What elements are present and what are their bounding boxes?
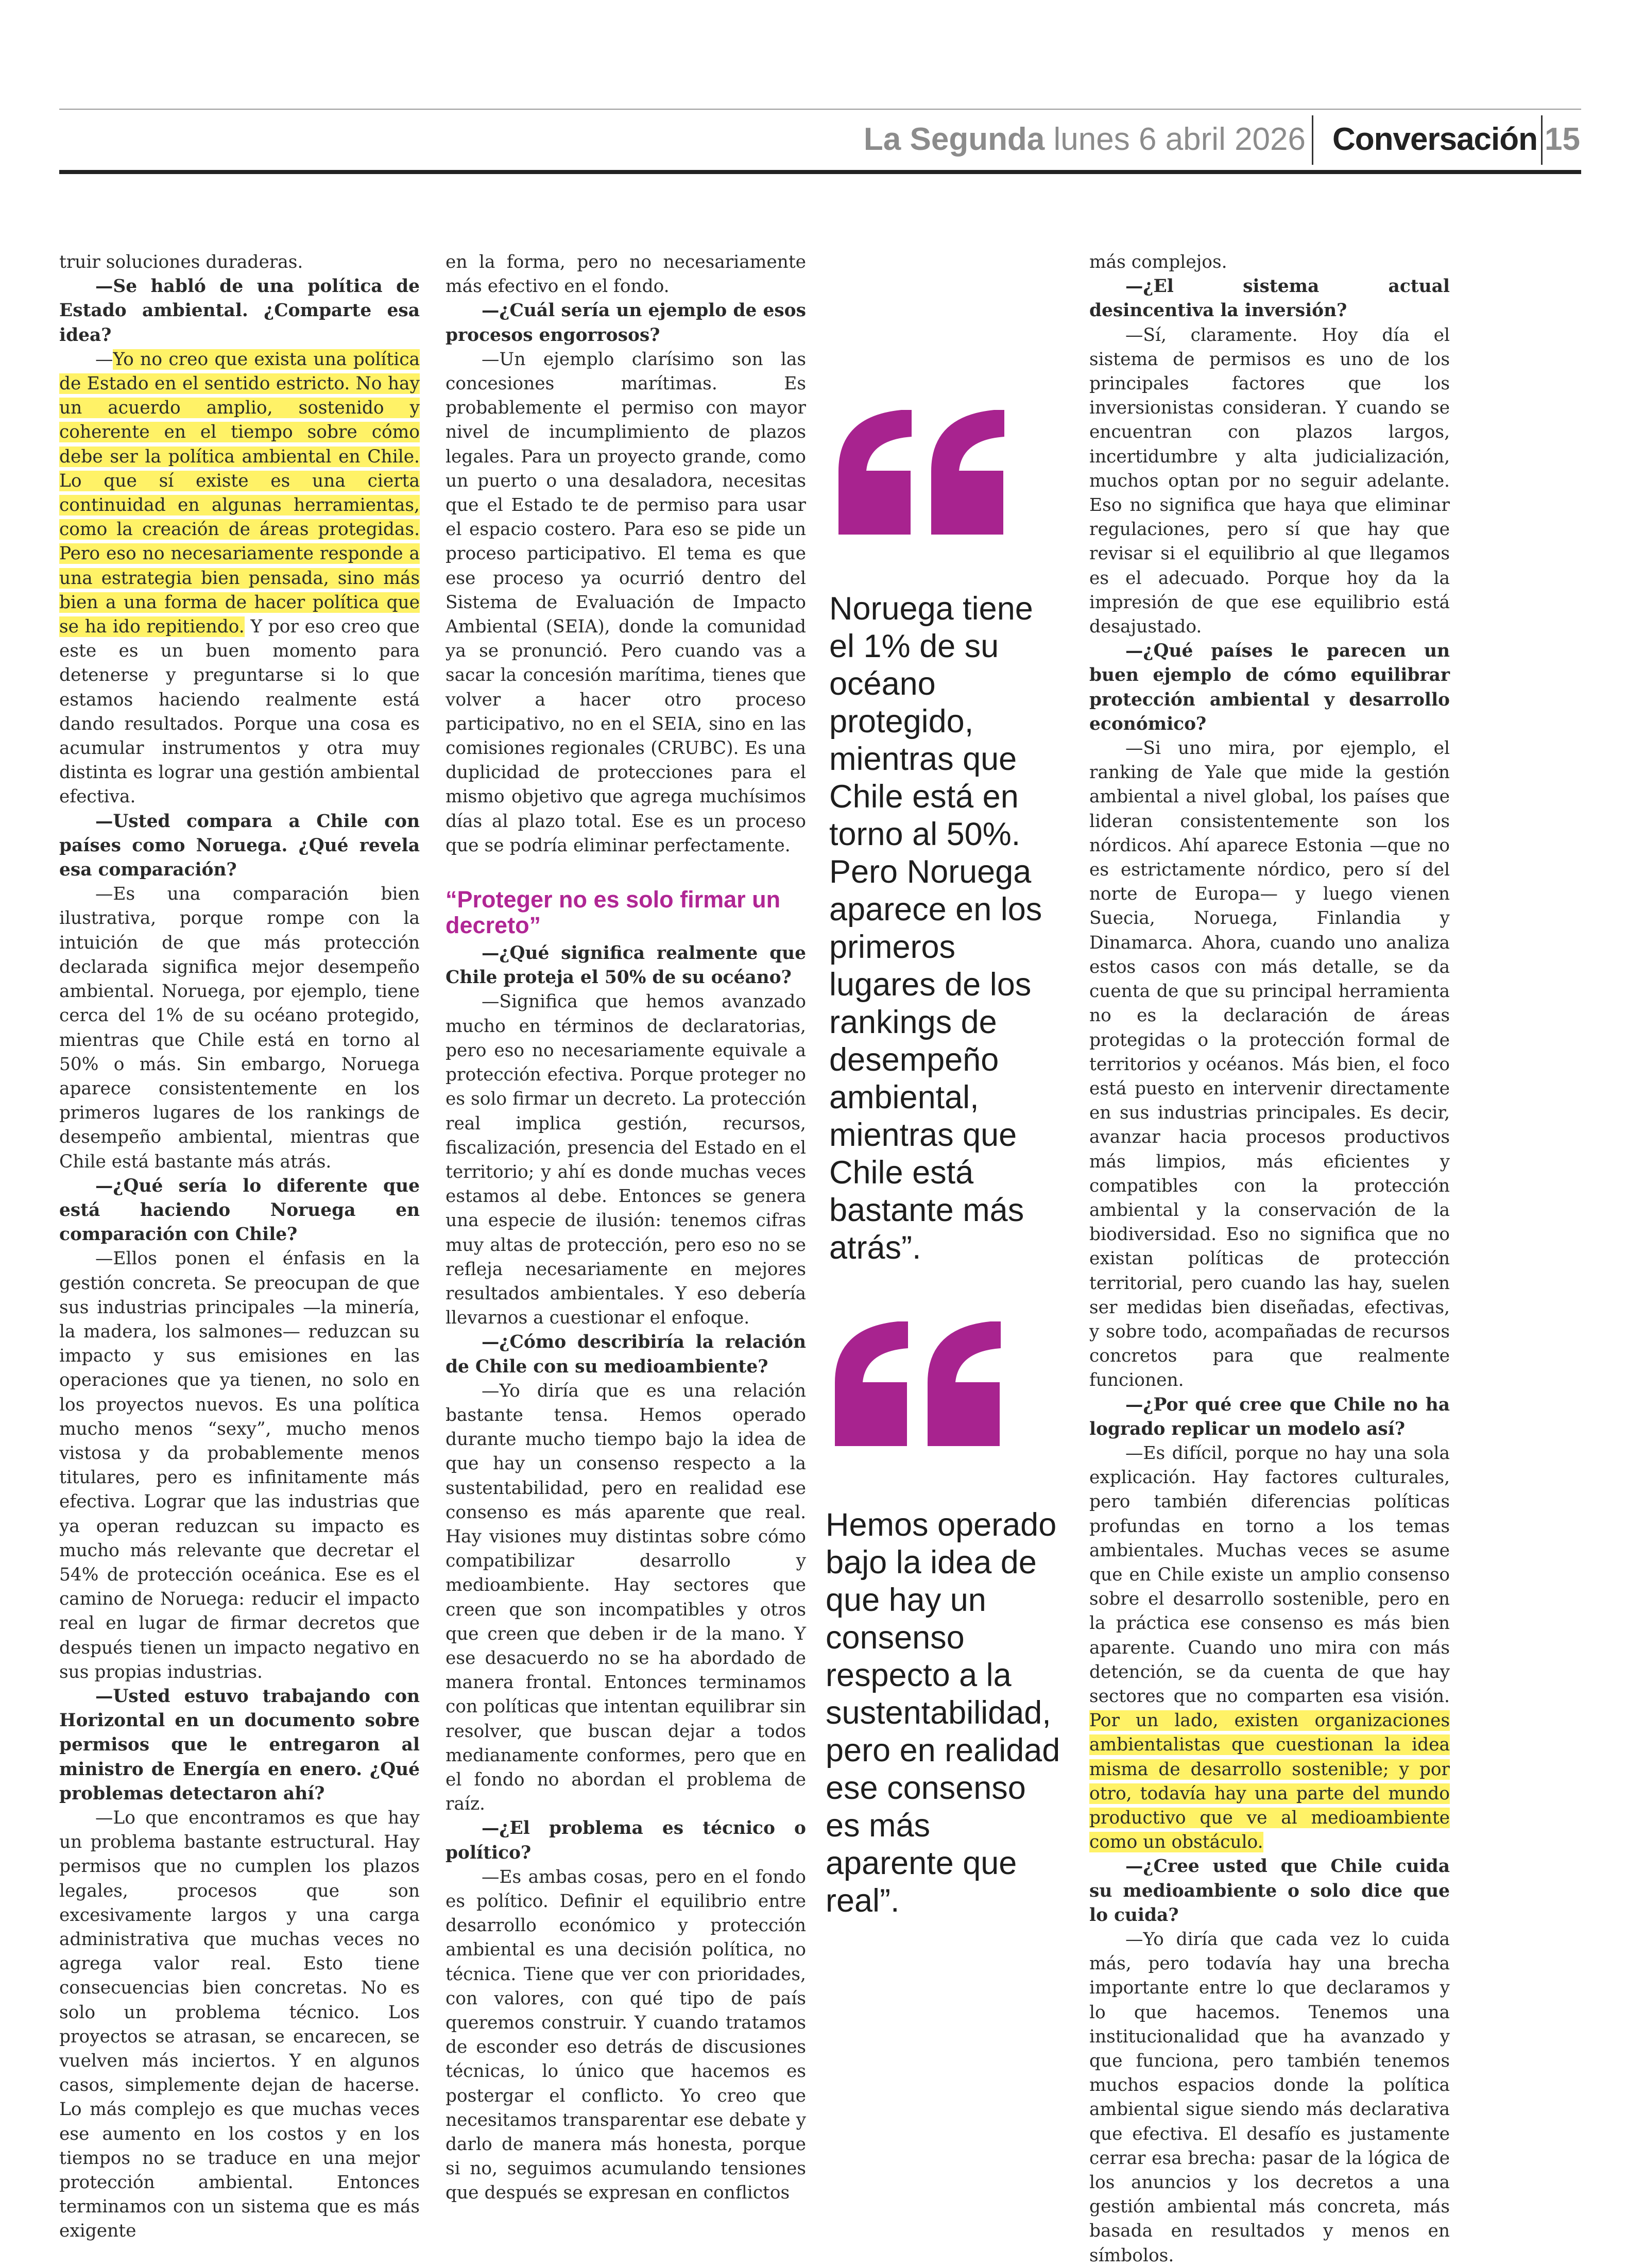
masthead-brand-date <box>864 116 1306 163</box>
newspaper-name: La Segunda <box>863 122 1045 157</box>
interview-question: —¿Cree usted que Chile cuida su medioambiente o solo dice que lo cuida? <box>1089 1856 1450 1926</box>
interview-question: —¿Qué sería lo diferente que está haciendo Noruega en comparación con Chile? <box>59 1175 420 1245</box>
article-column-1 <box>59 250 420 2244</box>
interview-answer: —Lo que encontramos es que hay un problema bastante estructural. Hay permisos que no cumplen los plazos legales, procesos que son excesivamente largos y una carga administrativa que muchas veces no agrega valor real. Esto tiene consecuencias bien concretas. No es solo un problema técnico. Los proyectos se atrasan, se encarecen, se vuelven más inciertos. Y en algunos casos, simplemente dejan de hacerse. Lo más complejo es que muchas veces ese aumento en los costos y en los tiempos no se traduce en una mejor protección ambiental. Entonces terminamos con un sistema que es más exigente <box>59 1808 420 2242</box>
quote-mark-glyph <box>835 1321 908 1446</box>
interview-question: —Usted compara a Chile con países como Noruega. ¿Qué revela esa comparación? <box>59 811 420 881</box>
issue-date: lunes 6 abril 2026 <box>1053 122 1306 157</box>
pull-quote-2 <box>826 1318 1063 1919</box>
continued-text: en la forma, pero no necesariamente más efectivo en el fondo. <box>446 252 806 297</box>
interview-question: —¿Cómo describiría la relación de Chile con su medioambiente? <box>446 1332 806 1377</box>
interview-answer <box>1089 1441 1450 1854</box>
header-rule <box>59 170 1581 174</box>
interview-question: —¿Cuál sería un ejemplo de esos procesos engorrosos? <box>446 300 806 346</box>
masthead-divider <box>1312 115 1313 165</box>
continued-text: más complejos. <box>1089 252 1227 272</box>
interview-answer: —Significa que hemos avanzado mucho en términos de declaratorias, pero eso no necesariamente equivale a protección efectiva. Porque proteger no es solo firmar un decreto. La protección real implica gestión, recursos, fiscalización, presencia del Estado en el territorio; y ahí es donde muchas veces estamos al debe. Entonces se genera una especie de ilusión: tenemos cifras muy altas de protección, pero eso no se refleja necesariamente en mejores resultados ambientales. Y eso debería llevarnos a cuestionar el enfoque. <box>446 991 806 1329</box>
interview-question: —¿Por qué cree que Chile no ha logrado replicar un modelo así? <box>1089 1394 1450 1439</box>
interview-question: —¿El problema es técnico o político? <box>446 1818 806 1863</box>
continued-text: truir soluciones duraderas. <box>59 252 303 272</box>
answer-text: —Es difícil, porque no hay una sola explicación. Hay factores culturales, pero también diferencias políticas profundas en torno a los temas ambientales. Muchas veces se asume que en Chile existe un amplio consenso sobre el desarrollo sostenible, pero en la práctica ese consenso es más bien aparente. Cuando uno mira con más detención, se da cuenta de que hay sectores que no comparten esa visión. <box>1089 1442 1450 1707</box>
highlighted-text: Yo no creo que exista una política de Estado en el sentido estricto. No hay un acuerdo amplio, sostenido y coherente en el tiempo sobre cómo debe ser la política ambiental en Chile. Lo que sí existe es una cierta continuidad en algunas herramientas, como la creación de áreas protegidas. Pero eso no necesariamente responde a una estrategia bien pensada, sino más bien a una forma de hacer política que se ha ido repitiendo. <box>59 349 420 638</box>
quote-mark-glyph <box>931 410 1004 535</box>
section-name: Conversación <box>1332 122 1537 157</box>
interview-answer: —Sí, claramente. Hoy día el sistema de permisos es uno de los principales factores que los inversionistas consideran. Y cuando se encuentran con plazos largos, incertidumbre y alta judicialización, muchos optan por no seguir adelante. Eso no significa que haya que eliminar regulaciones, pero sí que hay que revisar si el equilibrio al que llegamos es el adecuado. Porque hoy da la impresión de que ese equilibrio está desajustado. <box>1089 324 1450 638</box>
answer-text: — <box>95 349 113 370</box>
pull-quote-text: Noruega tiene el 1% de su océano protegido, mientras que Chile está en torno al 50%. Pero Noruega aparece en los primeros lugares de los rankings de desempeño ambiental, mientras que Chile está bastante más atrás”. <box>829 591 1042 1266</box>
interview-answer: —Un ejemplo clarísimo son las concesiones marítimas. Es probablemente el permiso con mayor nivel de incumplimiento de plazos legales. Para un proyecto grande, como un puerto o una desaladora, necesitas que el Estado te de permiso para usar el espacio costero. Para eso se pide un proceso participativo. El tema es que ese proceso ya ocurrió dentro del Sistema de Evaluación de Impacto Ambiental (SEIA), donde la comunidad ya se pronunció. Pero cuando vas a sacar la concesión marítima, tienes que volver a hacer otro proceso participativo, no en el SEIA, sino en las comisiones regionales (CRUBC). Es una duplicidad de protecciones para el mismo objetivo que agrega muchísimos días al plazo total. Ese es un proceso que se podría eliminar perfectamente. <box>446 349 806 856</box>
quote-mark-icon <box>829 407 1015 536</box>
interview-question: —Se habló de una política de Estado ambiental. ¿Comparte esa idea? <box>59 276 420 346</box>
article-column-2 <box>446 250 806 2206</box>
answer-text: Y por eso creo que este es un buen momento para detenerse y preguntarse si lo que estamos haciendo realmente está dando resultados. Porque una cosa es acumular instrumentos y otra muy distinta es lograr una gestión ambiental efectiva. <box>59 616 420 807</box>
interview-answer: —Es ambas cosas, pero en el fondo es político. Definir el equilibrio entre desarrollo económico y protección ambiental es una decisión política, no técnica. Tiene que ver con prioridades, con valores, con qué tipo de país queremos construir. Y cuando tratamos de esconder eso detrás de discusiones técnicas, lo único que hacemos es postergar el conflicto. Yo creo que necesitamos transparentar ese debate y darlo de manera más honesta, porque si no, seguimos acumulando tensiones que después se expresan en conflictos <box>446 1866 806 2204</box>
masthead <box>59 109 1581 170</box>
quote-mark-glyph <box>928 1321 1001 1446</box>
pull-quote-text: Hemos operado bajo la idea de que hay un consenso respecto a la sustentabilidad, pero en realidad ese consenso es más aparente que real”. <box>826 1507 1060 1919</box>
highlighted-text: Por un lado, existen organizaciones ambientalistas que cuestionan la idea misma de desarrollo sostenible; y por otro, todavía hay una parte del mundo productivo que ve al medioambiente como un obstáculo. <box>1089 1710 1450 1853</box>
section-subheading: “Proteger no es solo firmar un decreto” <box>446 886 781 939</box>
interview-answer <box>59 348 420 810</box>
interview-question: —Usted estuvo trabajando con Horizontal en un documento sobre permisos que le entregaron al ministro de Energía en enero. ¿Qué problemas detectaron ahí? <box>59 1686 420 1804</box>
masthead-divider <box>1541 115 1543 165</box>
article-column-4 <box>1089 250 1450 2268</box>
interview-answer: —Si uno mira, por ejemplo, el ranking de Yale que mide la gestión ambiental a nivel global, los países que lideran consistentemente son los nórdicos. Ahí aparece Estonia —que no es estrictamente nórdico, pero sí del norte de Europa— y luego vienen Suecia, Noruega, Finlandia y Dinamarca. Ahora, cuando uno analiza estos casos con más detalle, se da cuenta de que su principal herramienta no es la declaración de áreas protegidas o la protección formal de territorios y océanos. Más bien, el foco está puesto en intervenir directamente en sus industrias principales. Es decir, avanzar hacia procesos productivos más limpios, más eficientes y compatibles con la protección ambiental y la conservación de la biodiversidad. Eso no significa que no existan políticas de protección territorial, pero cuando las hay, suelen ser medidas bien diseñadas, efectivas, y sobre todo, acompañadas de recursos concretos para que realmente funcionen. <box>1089 738 1450 1391</box>
interview-question: —¿Qué países le parecen un buen ejemplo de cómo equilibrar protección ambiental y desarrollo económico? <box>1089 641 1450 734</box>
interview-answer: —Yo diría que cada vez lo cuida más, pero todavía hay una brecha importante entre lo que declaramos y lo que hacemos. Tenemos una institucionalidad que ha avanzado y que funciona, pero también tenemos muchos espacios donde la política ambiental sigue siendo más declarativa que efectiva. El desafío es justamente cerrar esa brecha: pasar de la lógica de los anuncios y los decretos a una gestión ambiental más concreta, más basada en resultados y menos en símbolos. <box>1089 1929 1450 2266</box>
interview-answer: —Ellos ponen el énfasis en la gestión concreta. Se preocupan de que sus industrias principales —la minería, la madera, los salmones— reduzcan su impacto y sus emisiones en las operaciones que ya tienen, no solo en los proyectos nuevos. Es una política mucho menos “sexy”, mucho menos vistosa y da probablemente menos titulares, pero es infinitamente más efectiva. Lograr que las industrias que ya operan reduzcan su impacto es mucho más relevante que decretar el 54% de protección oceánica. Ese es el camino de Noruega: reducir el impacto real en lugar de firmar decretos que después tienen un impacto negativo en sus propias industrias. <box>59 1248 420 1682</box>
interview-answer: —Yo diría que es una relación bastante tensa. Hemos operado durante mucho tiempo bajo la idea de que hay un consenso respecto a la sustentabilidad, pero en realidad ese consenso es más aparente que real. Hay visiones muy distintas sobre cómo compatibilizar desarrollo y medioambiente. Hay sectores que creen que son incompatibles y otros que creen que deben ir de la mano. Y ese desacuerdo no se ha abordado de manera frontal. Entonces terminamos con políticas que intentan equilibrar sin resolver, que buscan dejar a todos medianamente conformes, pero que en el fondo no abordan el problema de raíz. <box>446 1380 806 1815</box>
quote-mark-icon <box>826 1318 1011 1447</box>
interview-question: —¿Qué significa realmente que Chile proteja el 50% de su océano? <box>446 943 806 988</box>
pull-quote-1 <box>829 407 1061 1266</box>
quote-mark-glyph <box>838 410 912 535</box>
page-number: 15 <box>1545 122 1580 157</box>
interview-answer: —Es una comparación bien ilustrativa, porque rompe con la intuición de que más protección declarada significa mejor desempeño ambiental. Noruega, por ejemplo, tiene cerca del 1% de su océano protegido, mientras que Chile está en torno al 50% o más. Sin embargo, Noruega aparece consistentemente en los primeros lugares de los rankings de desempeño ambiental, mientras que Chile está bastante más atrás. <box>59 884 420 1172</box>
interview-question: —¿El sistema actual desincentiva la inversión? <box>1089 276 1450 321</box>
